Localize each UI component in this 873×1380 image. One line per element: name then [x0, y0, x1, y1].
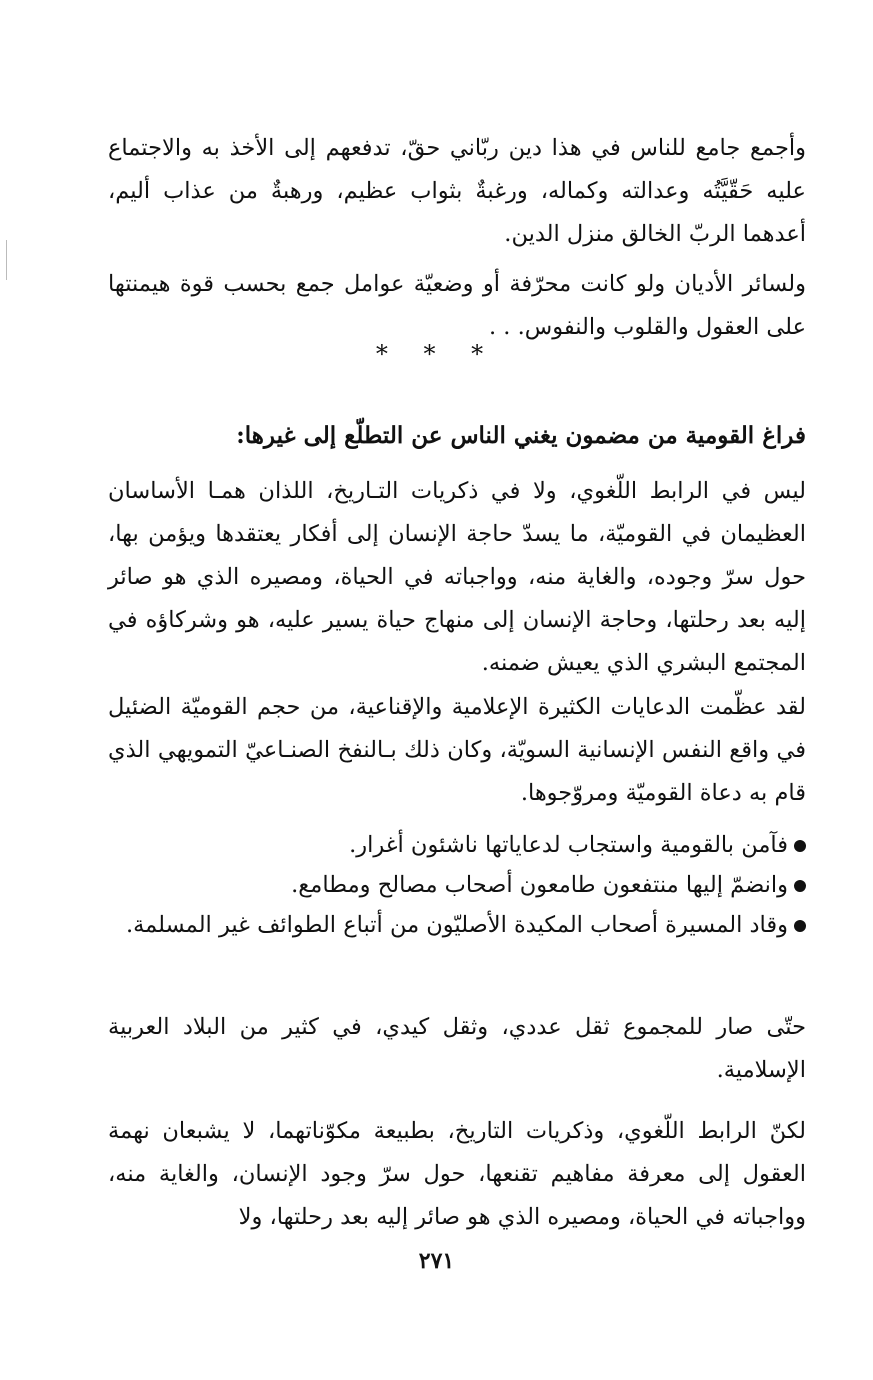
paragraph-1: وأجمع جامع للناس في هذا دين ربّاني حقّ، تدفعهم إلى الأخذ به والاجتماع عليه حَقّيَّتُه وعدالته وكماله، ورغبةٌ بثواب عظيم، ورهبةٌ من عذاب أليم، أعدهما الربّ الخالق منزل الدين. [108, 135, 806, 247]
bullet-item-2 [108, 864, 806, 906]
paragraph-6: لكنّ الرابط اللّغوي، وذكريات التاريخ، بطبيعة مكوّناتهما، لا يشبعان نهمة العقول إلى معرفة مفاهيم تقنعها، حول سرّ وجود الإنسان، والغاية منه، وواجباته في الحياة، ومصيره الذي هو صائر إليه بعد رحلتها، ولا [108, 1118, 806, 1230]
scan-edge-mark [6, 240, 7, 280]
bullet-item-1 [108, 824, 806, 866]
paragraph-3: ليس في الرابط اللّغوي، ولا في ذكريات التـاريخ، اللذان همـا الأساسان العظيمان في القوميّة، ما يسدّ حاجة الإنسان إلى أفكار يعتقدها ويؤمن بها، حول سرّ وجوده، والغاية منه، وواجباته في الحياة، ومصيره الذي هو صائر إليه بعد رحلتها، وحاجة الإنسان إلى منهاج حياة يسير عليه، هو وشركاؤه في المجتمع البشري الذي يعيش ضمنه. [108, 478, 806, 676]
section-divider-stars: * * * [375, 340, 498, 368]
section-heading: فراغ القومية من مضمون يغني الناس عن التطلّع إلى غيرها: [236, 422, 806, 449]
paragraph-5: حتّى صار للمجموع ثقل عددي، وثقل كيدي، في كثير من البلاد العربية الإسلامية. [108, 1014, 806, 1083]
bullet-dot [794, 880, 806, 892]
page-number: ٢٧١ [418, 1248, 455, 1274]
bullet-dot [794, 920, 806, 932]
paragraph-2: ولسائر الأديان ولو كانت محرّفة أو وضعيّة عوامل جمع بحسب قوة هيمنتها على العقول والقلوب والنفوس. . . [108, 271, 806, 340]
bullet-text: فآمن بالقومية واستجاب لدعاياتها ناشئون أغرار. [349, 832, 788, 858]
bullet-item-3 [108, 904, 806, 946]
bullet-dot [794, 840, 806, 852]
bullet-text: وانضمّ إليها منتفعون طامعون أصحاب مصالح ومطامع. [291, 872, 788, 898]
paragraph-4: لقد عظّمت الدعايات الكثيرة الإعلامية والإقناعية، من حجم القوميّة الضئيل في واقع النفس الإنسانية السويّة، وكان ذلك بـالنفخ الصنـاعيّ التمويهي الذي قام به دعاة القوميّة ومروّجوها. [108, 694, 806, 806]
bullet-text: وقاد المسيرة أصحاب المكيدة الأصليّون من أتباع الطوائف غير المسلمة. [125, 912, 788, 938]
